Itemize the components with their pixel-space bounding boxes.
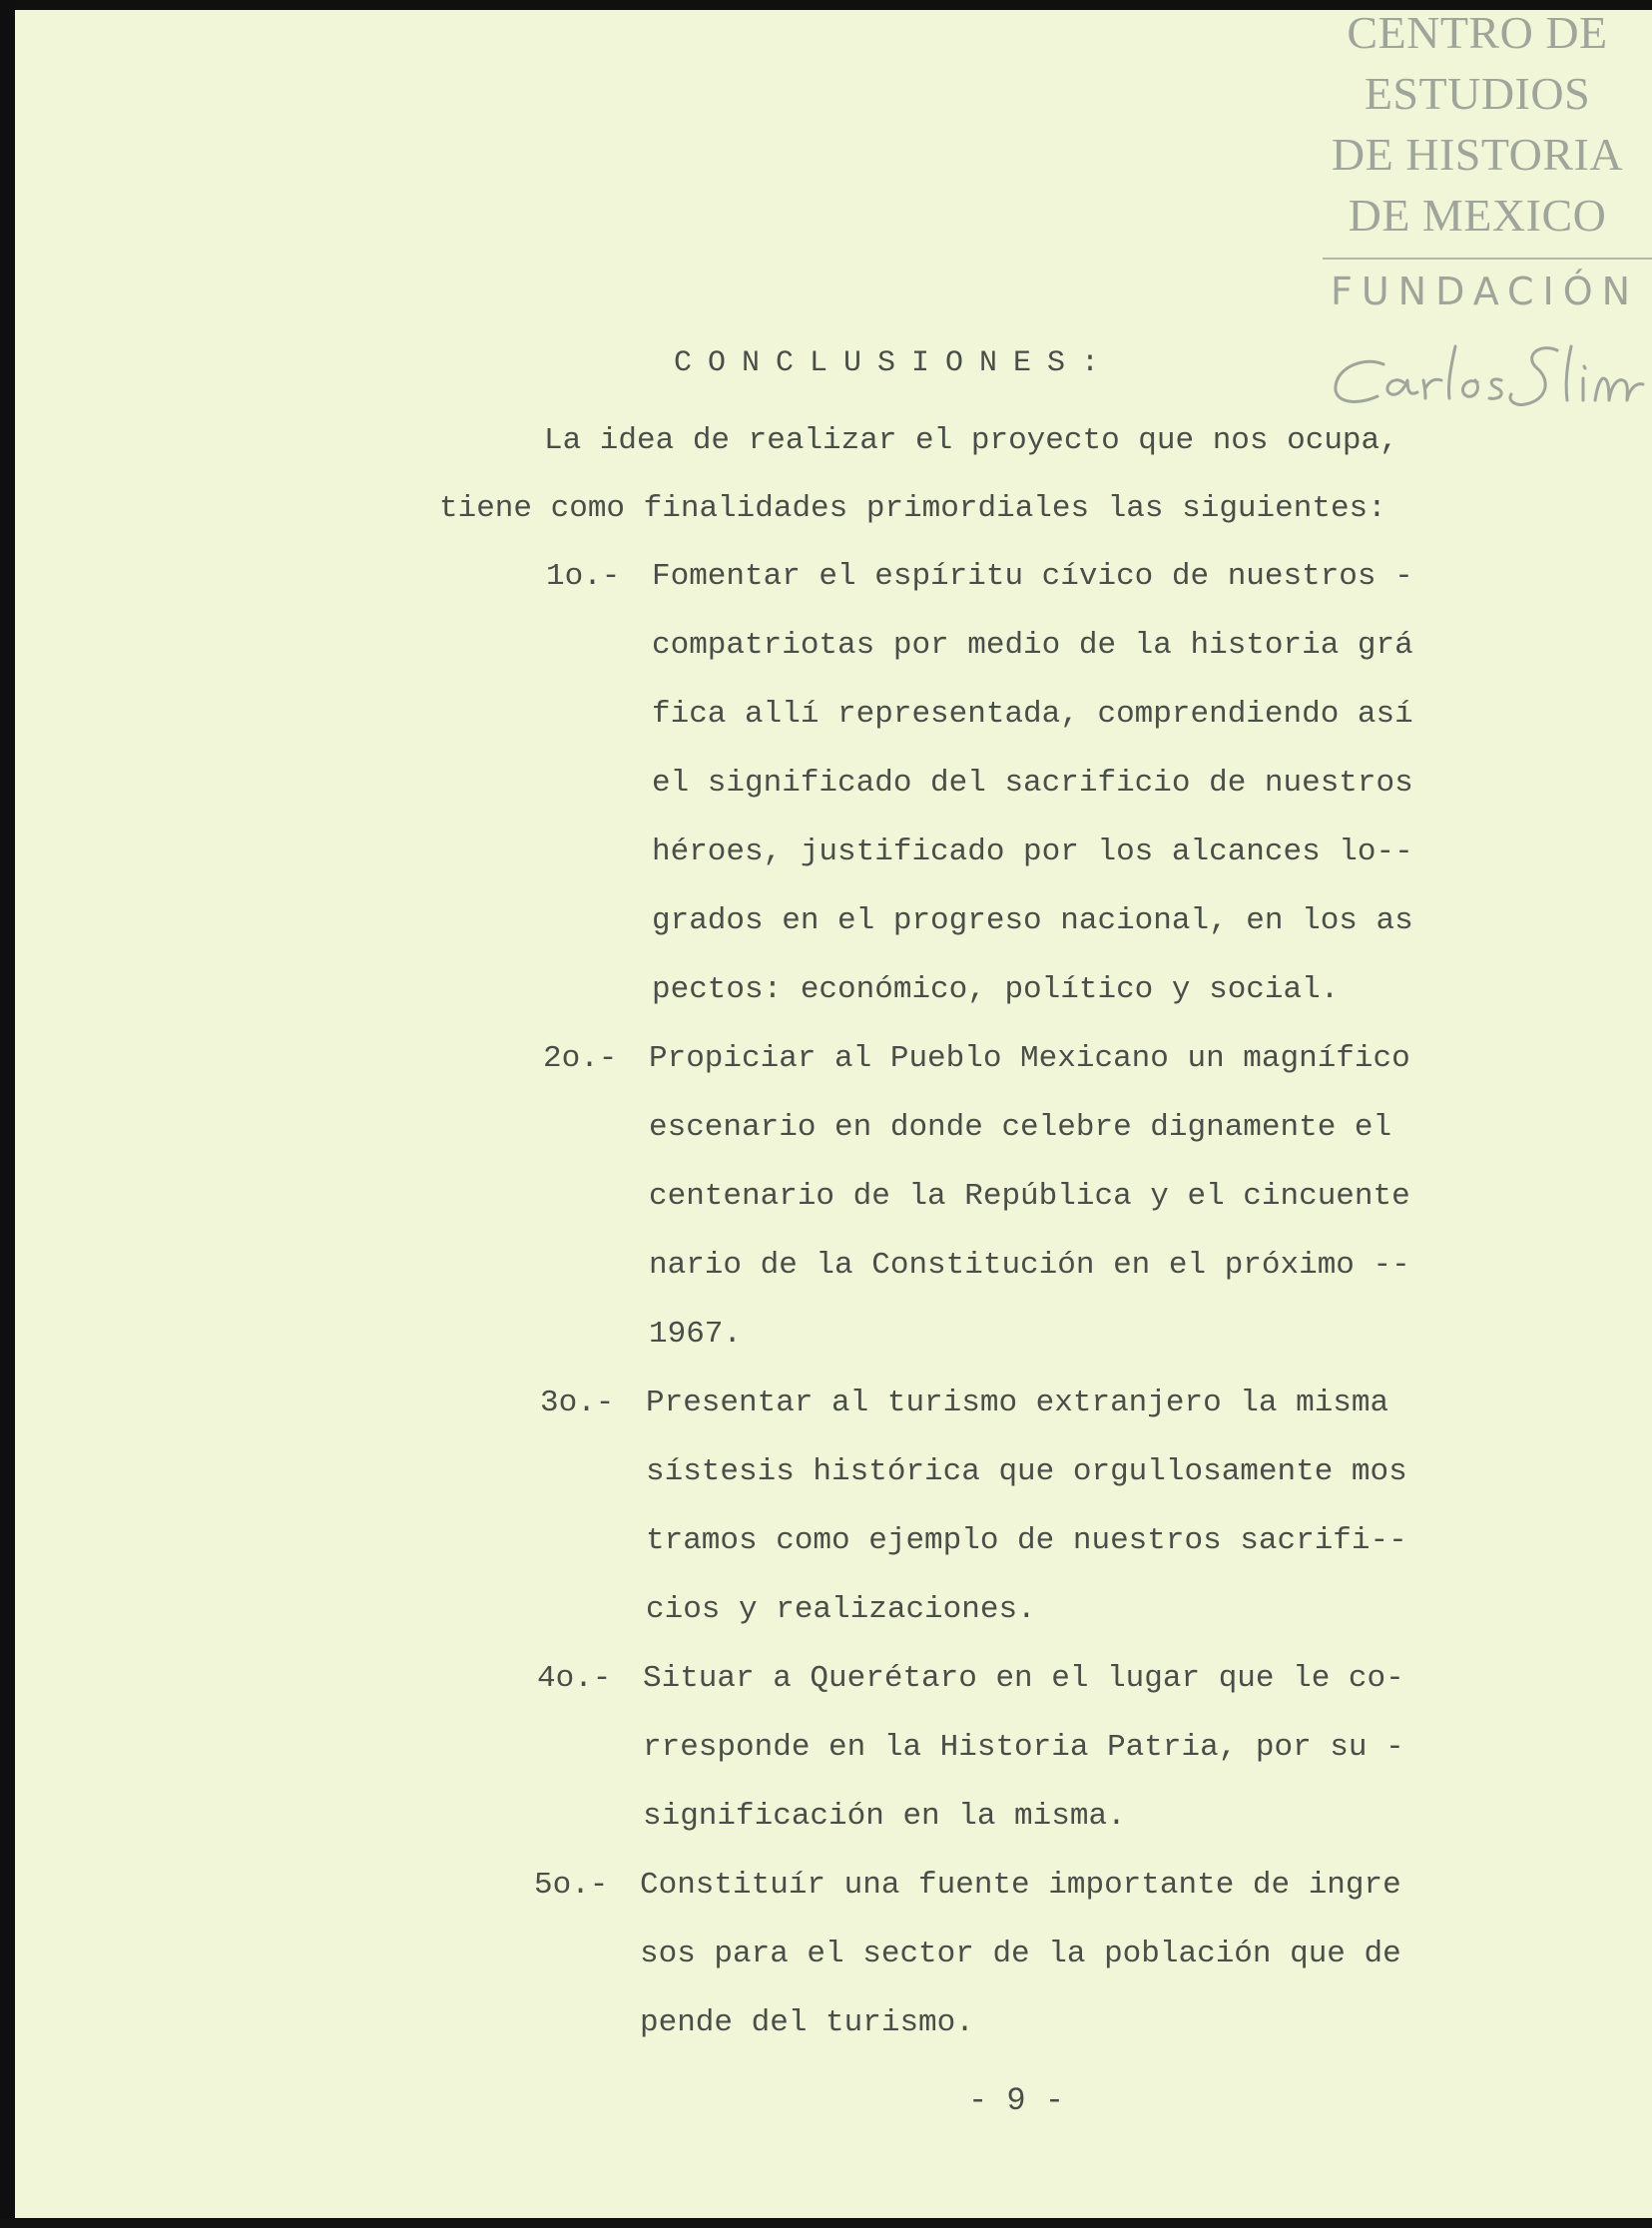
item-number: 4o.- [537,1661,612,1696]
item-line: héroes, justificado por los alcances lo-- [652,835,1413,869]
item-line: fica allí representada, comprendiendo así [652,697,1413,732]
item-number: 3o.- [540,1386,615,1420]
watermark-line: DE MEXICO [1348,190,1607,241]
watermark-fundacion: FUNDACIÓN [1331,270,1640,313]
watermark-line: ESTUDIOS [1364,68,1591,119]
item-line: pectos: económico, político y social. [652,972,1340,1007]
item-line: Constituír una fuente importante de ingre [640,1868,1401,1903]
item-line: centenario de la República y el cincuente [649,1179,1410,1214]
item-line: Propiciar al Pueblo Mexicano un magnífico [649,1041,1410,1076]
item-line: Presentar al turismo extranjero la misma [646,1386,1389,1420]
item-line: el significado del sacrificio de nuestros [652,766,1413,801]
item-line: tramos como ejemplo de nuestros sacrifi-- [646,1523,1407,1558]
item-line: rresponde en la Historia Patria, por su - [643,1730,1404,1765]
scan-border-left [0,0,15,2228]
watermark-rule [1323,258,1652,260]
item-line: Fomentar el espíritu cívico de nuestros - [652,559,1413,594]
watermark-signature-logo [1326,334,1645,414]
item-line: significación en la misma. [643,1799,1126,1834]
heading-conclusiones: CONCLUSIONES: [674,346,1116,380]
item-line: pende del turismo. [640,2005,974,2040]
item-line: grados en el progreso nacional, en los as [652,903,1413,938]
item-line: Situar a Querétaro en el lugar que le co- [643,1661,1404,1696]
item-number: 5o.- [534,1868,609,1903]
watermark-line: DE HISTORIA [1331,129,1624,180]
intro-line: La idea de realizar el proyecto que nos ocupa, [544,423,1398,458]
item-number: 2o.- [543,1041,618,1076]
item-line: sístesis histórica que orgullosamente mos [646,1454,1407,1489]
intro-line: tiene como finalidades primordiales las siguientes: [439,491,1386,526]
item-line: 1967. [649,1317,743,1352]
watermark-line: CENTRO DE [1347,7,1608,58]
item-line: escenario en donde celebre dignamente el [649,1110,1392,1145]
item-line: nario de la Constitución en el próximo -- [649,1248,1410,1283]
item-line: compatriotas por medio de la historia grá [652,628,1413,663]
item-line: cios y realizaciones. [646,1592,1036,1627]
scan-border-bottom [0,2218,1652,2228]
item-line: sos para el sector de la población que de [640,1937,1401,1971]
page-number: - 9 - [968,2082,1065,2119]
watermark-centro-estudios [1303,0,1652,246]
item-number: 1o.- [546,559,621,594]
